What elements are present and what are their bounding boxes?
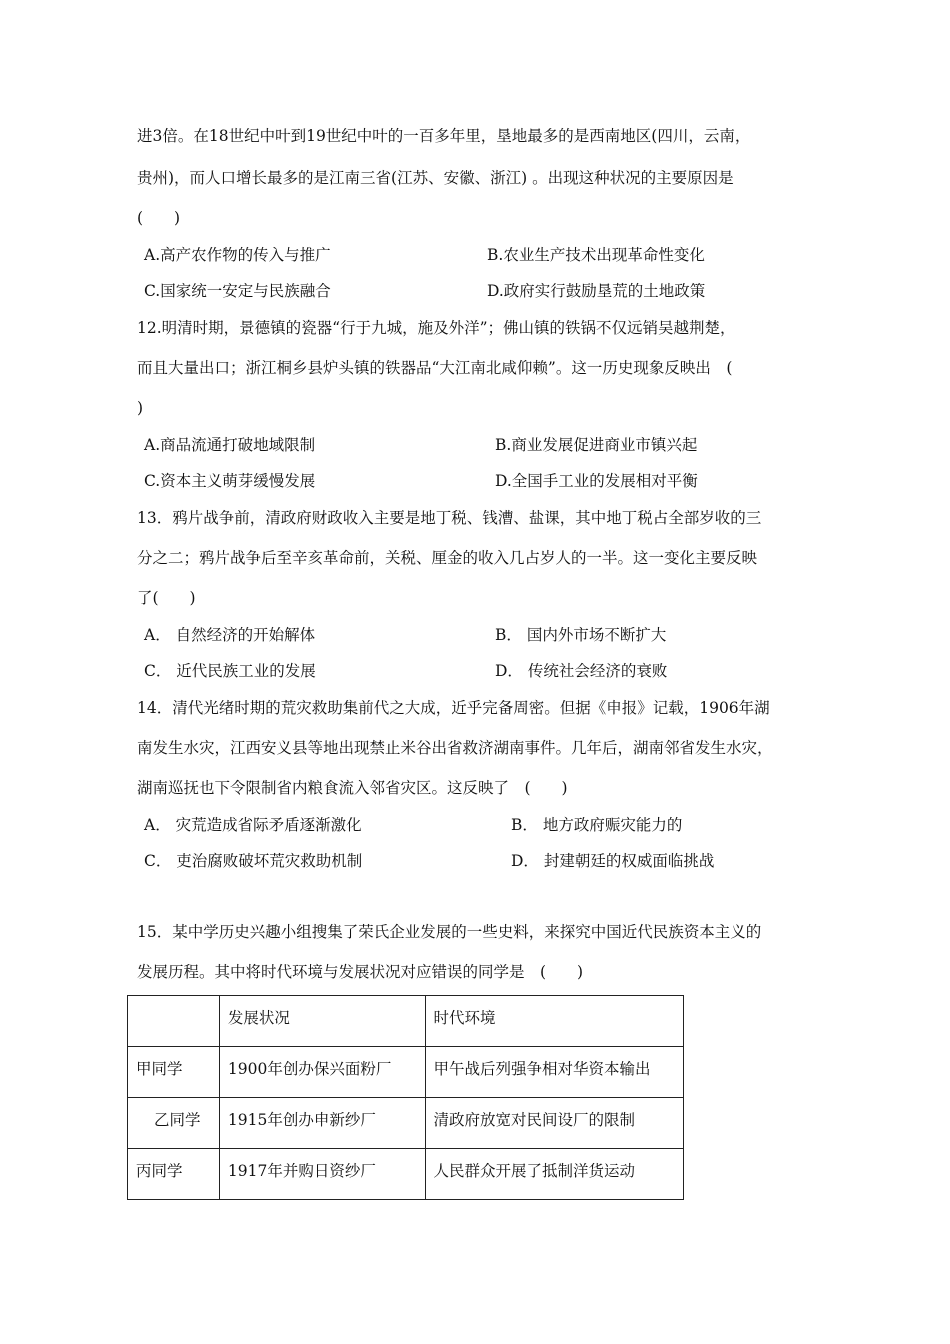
q12-line-2: 而且大量出口；浙江桐乡县炉头镇的铁器品“大江南北咸仰赖”。这一历史现象反映出 ( — [137, 359, 733, 377]
q11-line-3: ( ) — [137, 209, 181, 227]
q15-table — [127, 995, 684, 1200]
table-cell: 乙同学 — [128, 1098, 220, 1149]
q13-option-b: B． 国内外市场不断扩大 — [495, 626, 667, 644]
q11-option-d: D.政府实行鼓励垦荒的土地政策 — [487, 282, 706, 300]
table-cell: 甲午战后列强争相对华资本输出 — [425, 1047, 683, 1098]
table-cell: 丙同学 — [128, 1149, 220, 1200]
q12-option-b: B.商业发展促进商业市镇兴起 — [495, 436, 698, 454]
q12-line-3: ) — [137, 399, 144, 417]
q14-option-b: B． 地方政府赈灾能力的 — [511, 816, 683, 834]
table-cell: 1900年创办保兴面粉厂 — [219, 1047, 425, 1098]
q13-option-d: D． 传统社会经济的衰败 — [495, 662, 668, 680]
table-header-cell — [128, 996, 220, 1047]
q13-line-1: 13．鸦片战争前，清政府财政收入主要是地丁税、钱漕、盐课，其中地丁税占全部岁收的三 — [137, 509, 762, 527]
q13-option-c: C． 近代民族工业的发展 — [144, 662, 316, 680]
q13-option-a: A． 自然经济的开始解体 — [144, 626, 316, 644]
q14-line-3: 湖南巡抚也下令限制省内粮食流入邻省灾区。这反映了 ( ) — [137, 779, 568, 797]
table-header-cell: 时代环境 — [425, 996, 683, 1047]
q12-option-d: D.全国手工业的发展相对平衡 — [495, 472, 698, 490]
table-row — [128, 1098, 684, 1149]
q11-option-a: A.高产农作物的传入与推广 — [144, 246, 331, 264]
q11-line-2: 贵州)，而人口增长最多的是江南三省(江苏、安徽、浙江) 。出现这种状况的主要原因是 — [137, 169, 734, 187]
q14-line-2: 南发生水灾，江西安义县等地出现禁止米谷出省救济湖南事件。几年后，湖南邻省发生水灾， — [137, 739, 773, 757]
q11-option-b: B.农业生产技术出现革命性变化 — [487, 246, 705, 264]
table-cell: 1915年创办申新纱厂 — [219, 1098, 425, 1149]
q12-option-c: C.资本主义萌芽缓慢发展 — [144, 472, 316, 490]
table-header-row — [128, 996, 684, 1047]
table-cell: 1917年并购日资纱厂 — [219, 1149, 425, 1200]
table-cell: 人民群众开展了抵制洋货运动 — [425, 1149, 683, 1200]
q12-line-1: 12.明清时期，景德镇的瓷器“行于九城，施及外洋”；佛山镇的铁锅不仅远销吴越荆楚， — [137, 319, 736, 337]
q15-line-2: 发展历程。其中将时代环境与发展状况对应错误的同学是 ( ) — [137, 963, 584, 981]
q14-option-c: C． 吏治腐败破坏荒灾救助机制 — [144, 852, 363, 870]
q13-line-3: 了( ) — [137, 589, 196, 607]
table-cell: 清政府放宽对民间设厂的限制 — [425, 1098, 683, 1149]
table-header-cell: 发展状况 — [219, 996, 425, 1047]
q14-option-a: A． 灾荒造成省际矛盾逐渐激化 — [144, 816, 362, 834]
table-row — [128, 1047, 684, 1098]
q12-option-a: A.商品流通打破地域限制 — [144, 436, 316, 454]
q13-line-2: 分之二；鸦片战争后至辛亥革命前，关税、厘金的收入几占岁人的一半。这一变化主要反映 — [137, 549, 758, 567]
q14-option-d: D． 封建朝廷的权威面临挑战 — [511, 852, 715, 870]
q14-line-1: 14．清代光绪时期的荒灾救助集前代之大成，近乎完备周密。但据《申报》记载，1906年湖 — [137, 699, 770, 717]
table-cell: 甲同学 — [128, 1047, 220, 1098]
table-row — [128, 1149, 684, 1200]
q11-option-c: C.国家统一安定与民族融合 — [144, 282, 331, 300]
q11-line-1: 进3倍。在18世纪中叶到19世纪中叶的一百多年里，垦地最多的是西南地区(四川，云南， — [137, 127, 751, 145]
q15-line-1: 15．某中学历史兴趣小组搜集了荣氏企业发展的一些史料，来探究中国近代民族资本主义的 — [137, 923, 762, 941]
